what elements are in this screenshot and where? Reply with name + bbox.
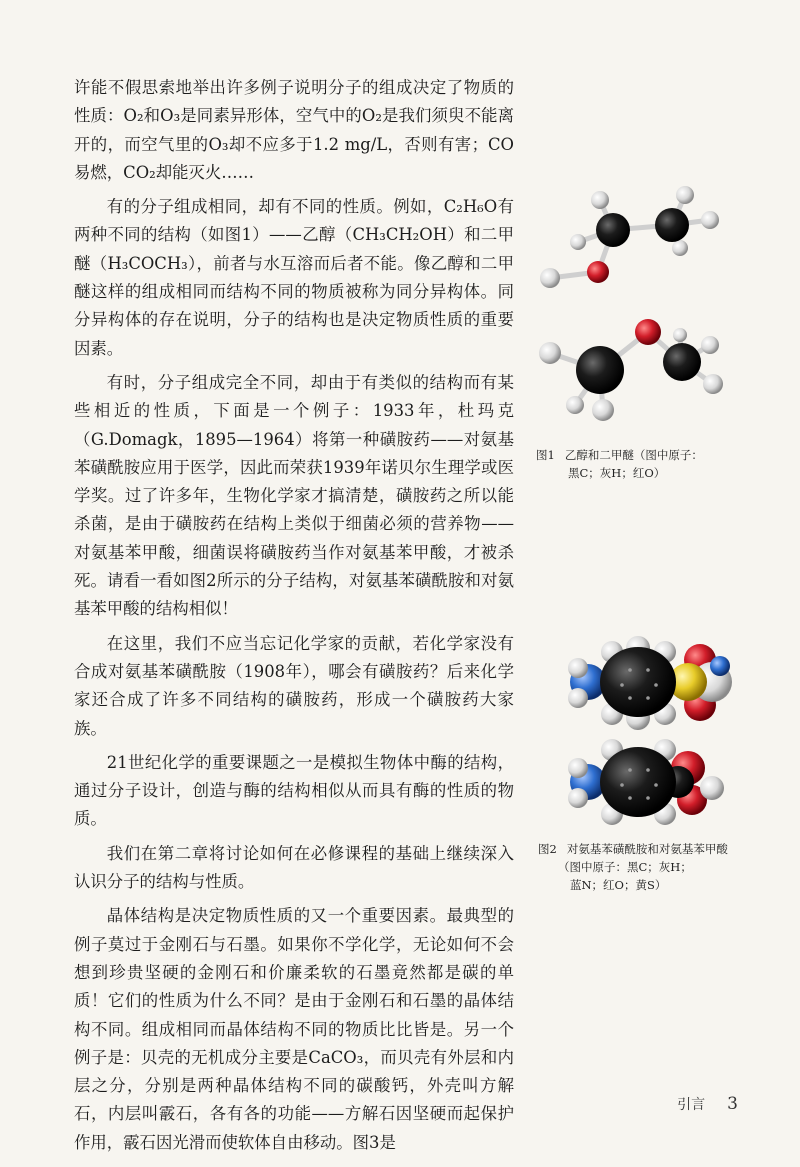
dimethyl-ether-model xyxy=(539,319,723,421)
paragraph-5: 21世纪化学的重要课题之一是模拟生物体中酶的结构，通过分子设计，创造与酶的结构相似从而具有酶的性质的物质。 xyxy=(74,752,514,829)
sulfanilamide-model xyxy=(568,636,732,730)
benzene-ring xyxy=(600,647,676,717)
hydrogen-atom xyxy=(539,342,561,364)
hydrogen-atom xyxy=(568,788,588,808)
page-number: 3 xyxy=(727,1094,738,1114)
figure-2-caption-line-1: 对氨基苯磺酰胺和对氨基苯甲酸 xyxy=(566,842,728,856)
figure-1-molecule-models xyxy=(530,170,780,435)
hydrogen-atom xyxy=(591,191,609,209)
figure-1-caption-line-2: 黑C；灰H；红O） xyxy=(568,466,666,480)
figure-2-caption xyxy=(538,840,728,894)
hydrogen-atom xyxy=(570,234,586,250)
hydrogen-atom xyxy=(568,688,588,708)
paragraph-7: 晶体结构是决定物质性质的又一个重要因素。最典型的例子莫过于金刚石与石墨。如果你不学化学，无论如何不会想到珍贵坚硬的金刚石和价廉柔软的石墨竟然都是碳的单质！它们的性质为什么不同？是由于金刚石和石墨的晶体结构不同。组成相同而晶体结构不同的物质比比皆是。另一个例子是：贝壳的无机成分主要是CaCO₃，而贝壳有外层和内层之分，分别是两种晶体结构不同的碳酸钙，外壳叫方解石，内层叫霰石，各有各的功能——方解石因坚硬而起保护作用，霰石因光滑而使软体自由移动。图3是 xyxy=(74,906,514,1152)
figure-1-number: 图1 xyxy=(536,448,555,462)
figure-2-molecule-models xyxy=(560,630,750,840)
hydrogen-atom xyxy=(676,186,694,204)
paragraph-4: 在这里，我们不应当忘记化学家的贡献，若化学家没有合成对氨基苯磺酰胺（1908年），哪会有磺胺药？后来化学家还合成了许多不同结构的磺胺药，形成一个磺胺药大家族。 xyxy=(74,633,514,738)
hydrogen-atom xyxy=(701,336,719,354)
figure-column xyxy=(530,0,780,1167)
figure-1-caption xyxy=(536,446,703,482)
paragraph-1: 许能不假思索地举出许多例子说明分子的组成决定了物质的性质：O₂和O₃是同素异形体，空气中的O₂是我们须臾不能离开的，而空气里的O₃却不应多于1.2 mg/L，否则有害；CO易燃，CO₂却能灭火…… xyxy=(74,78,514,182)
figure-2-caption-line-3: 蓝N；红O；黄S） xyxy=(570,878,667,892)
main-text-column xyxy=(74,74,514,1157)
paragraph-6: 我们在第二章将讨论如何在必修课程的基础上继续深入认识分子的结构与性质。 xyxy=(74,843,514,892)
hydrogen-atom xyxy=(701,211,719,229)
ethanol-model xyxy=(540,186,719,288)
carbon-atom xyxy=(596,213,630,247)
figure-2-number: 图2 xyxy=(538,842,557,856)
hydrogen-atom xyxy=(700,776,724,800)
page-footer xyxy=(677,1094,738,1114)
carbon-atom xyxy=(663,343,701,381)
oxygen-atom xyxy=(635,319,661,345)
figure-2-caption-line-2: （图中原子：黑C；灰H； xyxy=(558,860,692,874)
paragraph-3: 有时，分子组成完全不同，却由于有类似的结构而有某些相近的性质，下面是一个例子：1933年，杜玛克（G.Domagk，1895—1964）将第一种磺胺药——对氨基苯磺酰胺应用于医学，因此而荣获1939年诺贝尔生理学或医学奖。过了许多年，生物化学家才搞清楚，磺胺药之所以能杀菌，是由于磺胺药在结构上类似于细菌必须的营养物——对氨基苯甲酸，细菌误将磺胺药当作对氨基苯甲酸，才被杀死。请看一看如图2所示的分子结构，对氨基苯磺酰胺和对氨基苯甲酸的结构相似！ xyxy=(74,372,514,619)
hydrogen-atom xyxy=(703,374,723,394)
benzene-ring xyxy=(600,747,676,817)
figure-1-caption-line-1: 乙醇和二甲醚（图中原子： xyxy=(564,448,703,462)
oxygen-atom xyxy=(587,261,609,283)
hydrogen-atom xyxy=(673,328,687,342)
footer-section-label: 引言 xyxy=(677,1097,706,1113)
paragraph-2: 有的分子组成相同，却有不同的性质。例如，C₂H₆O有两种不同的结构（如图1）——乙醇（CH₃CH₂OH）和二甲醚（H₃COCH₃），前者与水互溶而后者不能。像乙醇和二甲醚这样的组成相同而结构不同的物质被称为同分异构体。同分异构体的存在说明，分子的结构也是决定物质性质的重要因素。 xyxy=(74,197,514,358)
hydrogen-atom xyxy=(592,399,614,421)
hydrogen-atom xyxy=(568,758,588,778)
nitrogen-atom xyxy=(710,656,730,676)
hydrogen-atom xyxy=(568,658,588,678)
hydrogen-atom xyxy=(540,268,560,288)
hydrogen-atom xyxy=(566,396,584,414)
aminobenzoic-acid-model xyxy=(568,739,724,825)
hydrogen-atom xyxy=(672,240,688,256)
carbon-atom xyxy=(655,208,689,242)
carbon-atom xyxy=(576,346,624,394)
